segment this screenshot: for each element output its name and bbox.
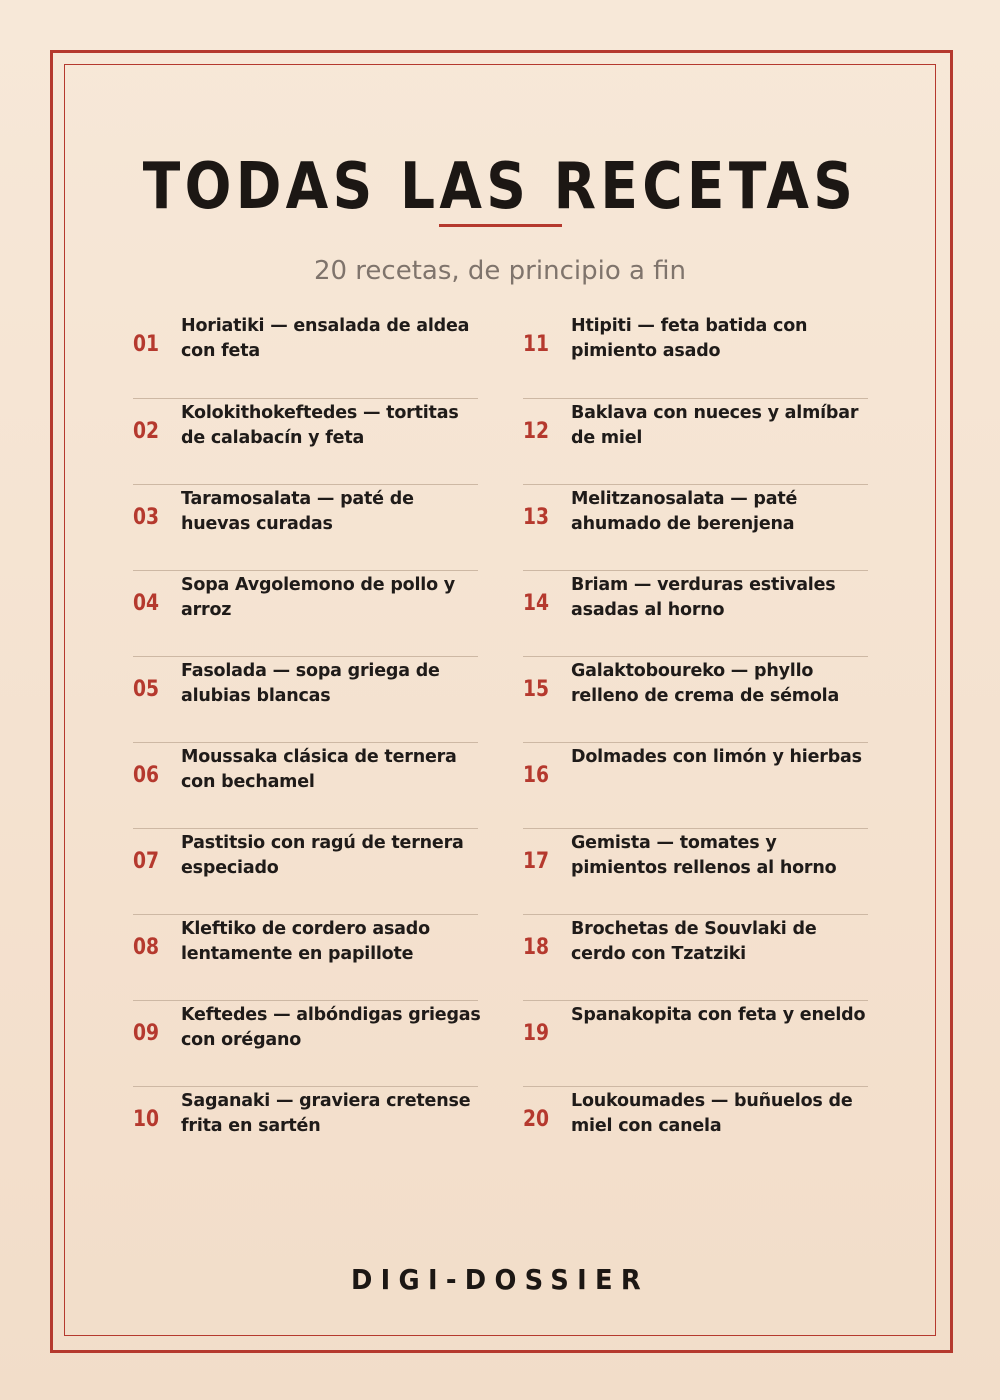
recipe-name: Dolmades con limón y hierbas: [571, 747, 862, 767]
recipe-name: Brochetas de Souvlaki de cerdo con Tzatziki: [571, 919, 817, 964]
recipe-number: 13: [523, 505, 550, 530]
brand-footer: DIGI-DOSSIER: [351, 1263, 649, 1296]
recipe-number: 01: [133, 332, 160, 357]
recipe-name: Loukoumades — buñuelos de miel con canela: [571, 1091, 853, 1136]
recipe-name: Taramosalata — paté de huevas curadas: [181, 489, 414, 534]
recipe-number: 11: [523, 332, 550, 357]
recipe-item[interactable]: [133, 312, 478, 398]
recipe-number: 19: [523, 1021, 550, 1046]
recipe-item[interactable]: [523, 398, 868, 484]
recipe-item[interactable]: [133, 484, 478, 570]
recipe-name: Gemista — tomates y pimientos rellenos al horno: [571, 833, 837, 878]
recipe-number: 07: [133, 849, 160, 874]
recipe-name: Saganaki — graviera cretense frita en sartén: [181, 1091, 471, 1136]
recipe-name: Pastitsio con ragú de ternera especiado: [181, 833, 464, 878]
recipe-item[interactable]: [133, 742, 478, 828]
recipe-item[interactable]: [133, 656, 478, 742]
recipe-number: 09: [133, 1021, 160, 1046]
recipe-item[interactable]: [523, 570, 868, 656]
recipe-item[interactable]: [523, 312, 868, 398]
recipe-item[interactable]: [133, 1086, 478, 1172]
page-subtitle: 20 recetas, de principio a fin: [313, 256, 687, 286]
recipe-number: 02: [133, 419, 160, 444]
title-underline: [439, 224, 562, 227]
recipe-item[interactable]: [523, 828, 868, 914]
recipe-number: 16: [523, 763, 550, 788]
recipe-number: 08: [133, 935, 160, 960]
recipe-item[interactable]: [523, 914, 868, 1000]
recipe-name: Kolokithokeftedes — tortitas de calabacín y feta: [181, 403, 459, 448]
recipe-number: 10: [133, 1107, 160, 1132]
recipe-name: Sopa Avgolemono de pollo y arroz: [181, 575, 455, 620]
recipe-number: 18: [523, 935, 550, 960]
recipe-item[interactable]: [133, 828, 478, 914]
recipe-number: 12: [523, 419, 550, 444]
recipe-name: Keftedes — albóndigas griegas con orégano: [181, 1005, 481, 1050]
recipe-name: Melitzanosalata — paté ahumado de berenjena: [571, 489, 798, 534]
recipe-item[interactable]: [133, 570, 478, 656]
page-title: TODAS LAS RECETAS: [142, 150, 858, 224]
recipe-list-left: [133, 312, 481, 1172]
recipe-item[interactable]: [523, 1000, 868, 1086]
recipe-number: 04: [133, 591, 160, 616]
recipe-name: Baklava con nueces y almíbar de miel: [571, 403, 859, 448]
recipe-number: 03: [133, 505, 160, 530]
recipe-item[interactable]: [523, 1086, 868, 1172]
recipe-name: Moussaka clásica de ternera con bechamel: [181, 747, 457, 792]
recipe-name: Fasolada — sopa griega de alubias blancas: [181, 661, 440, 706]
recipe-item[interactable]: [133, 914, 478, 1000]
recipe-item[interactable]: [523, 484, 868, 570]
recipe-item[interactable]: [523, 656, 868, 742]
recipe-number: 15: [523, 677, 550, 702]
recipe-number: 06: [133, 763, 160, 788]
recipe-name: Briam — verduras estivales asadas al horno: [571, 575, 836, 620]
recipe-item[interactable]: [133, 1000, 481, 1086]
recipe-list-right: [523, 312, 868, 1172]
recipe-name: Spanakopita con feta y eneldo: [571, 1005, 866, 1025]
recipe-number: 20: [523, 1107, 550, 1132]
recipe-number: 05: [133, 677, 160, 702]
recipe-name: Horiatiki — ensalada de aldea con feta: [181, 316, 470, 361]
recipe-number: 17: [523, 849, 550, 874]
recipe-number: 14: [523, 591, 550, 616]
recipe-item[interactable]: [133, 398, 478, 484]
recipe-name: Galaktoboureko — phyllo relleno de crema de sémola: [571, 661, 840, 706]
recipe-item[interactable]: [523, 742, 868, 828]
recipe-name: Kleftiko de cordero asado lentamente en papillote: [181, 919, 430, 964]
recipe-name: Htipiti — feta batida con pimiento asado: [571, 316, 808, 361]
